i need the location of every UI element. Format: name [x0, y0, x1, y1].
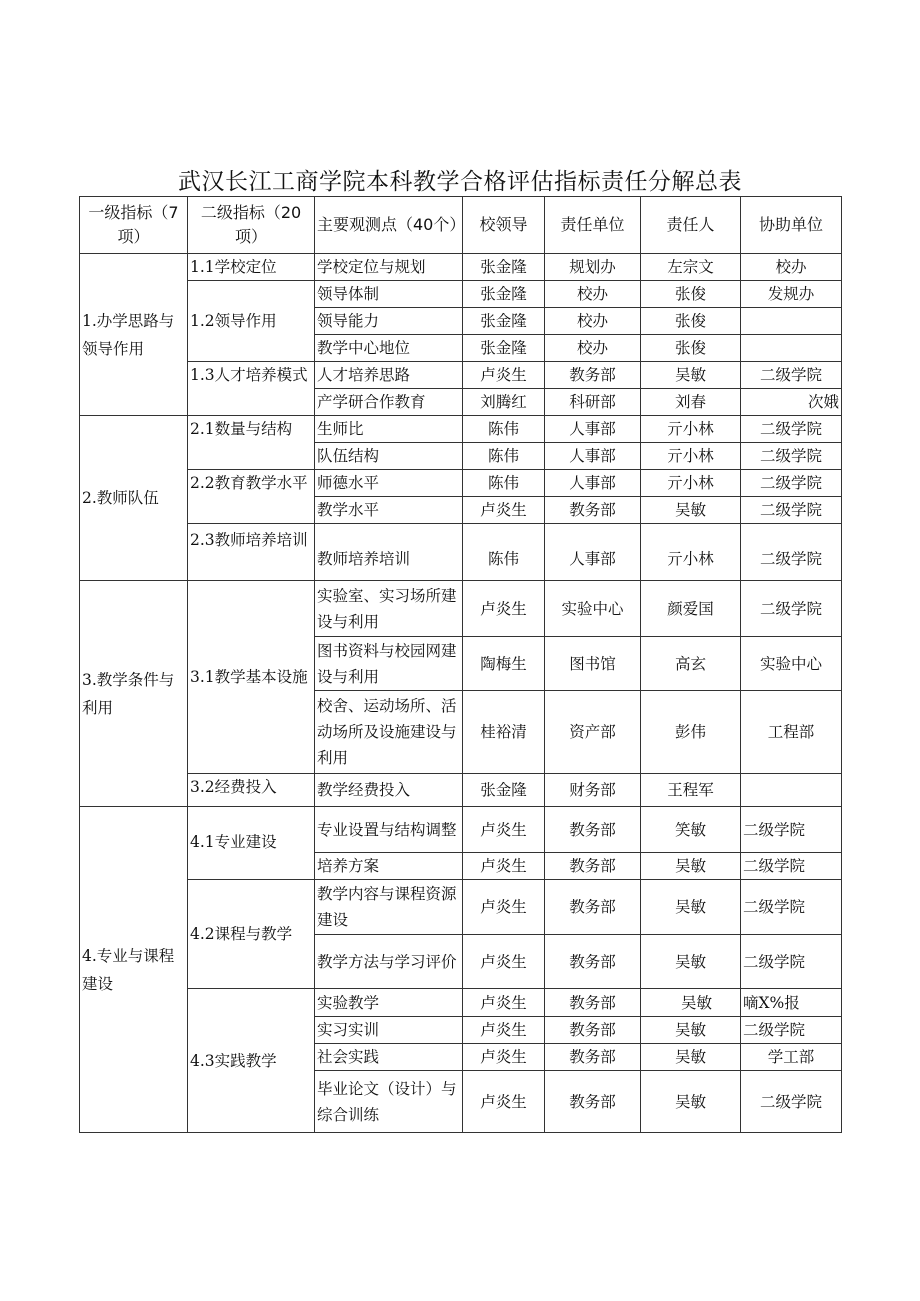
leader-cell: 张金隆 — [463, 335, 545, 362]
unit-cell: 规划办 — [545, 254, 641, 281]
leader-cell: 张金隆 — [463, 254, 545, 281]
assist-cell — [741, 774, 842, 807]
assist-cell: 嘀X%报 — [741, 989, 842, 1017]
leader-cell: 陈伟 — [463, 443, 545, 470]
person-cell: 张俊 — [641, 281, 741, 308]
assist-cell: 二级学院 — [741, 1017, 842, 1044]
unit-cell: 人事部 — [545, 443, 641, 470]
table-row — [80, 281, 842, 308]
point-cell: 毕业论文（设计）与综合训练 — [315, 1071, 463, 1133]
unit-cell: 校办 — [545, 335, 641, 362]
unit-cell: 实验中心 — [545, 581, 641, 637]
assist-cell: 二级学院 — [741, 524, 842, 581]
person-cell: 张俊 — [641, 335, 741, 362]
person-cell: 王程军 — [641, 774, 741, 807]
leader-cell: 卢炎生 — [463, 1071, 545, 1133]
leader-cell: 刘腾红 — [463, 389, 545, 416]
assist-cell: 工程部 — [741, 691, 842, 774]
leader-cell: 卢炎生 — [463, 935, 545, 989]
person-cell: 吴敏 — [641, 880, 741, 935]
level2-cell: 4.1专业建设 — [188, 807, 315, 880]
assist-cell: 二级学院 — [741, 880, 842, 935]
assist-cell: 二级学院 — [741, 497, 842, 524]
leader-cell: 陶梅生 — [463, 637, 545, 691]
point-cell: 师德水平 — [315, 470, 463, 497]
leader-cell: 卢炎生 — [463, 989, 545, 1017]
point-cell: 教学经费投入 — [315, 774, 463, 807]
assist-cell: 二级学院 — [741, 581, 842, 637]
point-cell: 教学内容与课程资源建设 — [315, 880, 463, 935]
leader-cell: 卢炎生 — [463, 853, 545, 880]
page-title: 武汉长江工商学院本科教学合格评估指标责任分解总表 — [178, 169, 742, 195]
header-person: 责任人 — [641, 197, 741, 254]
level1-cell: 2.教师队伍 — [80, 416, 188, 581]
assist-cell: 二级学院 — [741, 853, 842, 880]
unit-cell: 教务部 — [545, 807, 641, 853]
header-leader: 校领导 — [463, 197, 545, 254]
point-cell: 图书资料与校园网建设与利用 — [315, 637, 463, 691]
point-cell: 产学研合作教育 — [315, 389, 463, 416]
person-cell: 彭伟 — [641, 691, 741, 774]
assist-cell: 校办 — [741, 254, 842, 281]
point-cell: 教学水平 — [315, 497, 463, 524]
point-cell: 教学方法与学习评价 — [315, 935, 463, 989]
point-cell: 实习实训 — [315, 1017, 463, 1044]
leader-cell: 张金隆 — [463, 308, 545, 335]
level2-cell: 3.1教学基本设施 — [188, 581, 315, 774]
point-cell: 生师比 — [315, 416, 463, 443]
point-cell: 实验教学 — [315, 989, 463, 1017]
point-cell: 专业设置与结构调整 — [315, 807, 463, 853]
header-row — [80, 197, 842, 254]
leader-cell: 卢炎生 — [463, 1017, 545, 1044]
level1-cell: 4.专业与课程建设 — [80, 807, 188, 1133]
point-cell: 教师培养培训 — [315, 524, 463, 581]
unit-cell: 教务部 — [545, 497, 641, 524]
person-cell: 笑敏 — [641, 807, 741, 853]
table-row — [80, 989, 842, 1017]
level2-cell: 3.2经费投入 — [188, 774, 315, 807]
assist-cell: 二级学院 — [741, 1071, 842, 1133]
person-cell: 左宗文 — [641, 254, 741, 281]
unit-cell: 人事部 — [545, 470, 641, 497]
table-row — [80, 774, 842, 807]
person-cell: 吴敏 — [641, 362, 741, 389]
point-cell: 队伍结构 — [315, 443, 463, 470]
leader-cell: 桂裕清 — [463, 691, 545, 774]
person-cell: 吴敏 — [641, 1044, 741, 1071]
table-row — [80, 581, 842, 637]
table-row — [80, 807, 842, 853]
unit-cell: 校办 — [545, 281, 641, 308]
leader-cell: 卢炎生 — [463, 581, 545, 637]
point-cell: 社会实践 — [315, 1044, 463, 1071]
unit-cell: 教务部 — [545, 989, 641, 1017]
person-cell: 张俊 — [641, 308, 741, 335]
assist-cell: 二级学院 — [741, 362, 842, 389]
point-cell: 教学中心地位 — [315, 335, 463, 362]
table-row — [80, 470, 842, 497]
header-points: 主要观测点（40个） — [315, 197, 463, 254]
level2-cell: 1.3人才培养模式 — [188, 362, 315, 416]
person-cell: 亓小林 — [641, 524, 741, 581]
point-cell: 实验室、实习场所建设与利用 — [315, 581, 463, 637]
unit-cell: 教务部 — [545, 935, 641, 989]
unit-cell: 教务部 — [545, 1071, 641, 1133]
leader-cell: 张金隆 — [463, 774, 545, 807]
person-cell: 刘春 — [641, 389, 741, 416]
unit-cell: 教务部 — [545, 362, 641, 389]
unit-cell: 资产部 — [545, 691, 641, 774]
table-row — [80, 362, 842, 389]
unit-cell: 科研部 — [545, 389, 641, 416]
table-row — [80, 880, 842, 935]
point-cell: 人才培养思路 — [315, 362, 463, 389]
level2-cell: 4.2课程与教学 — [188, 880, 315, 989]
unit-cell: 图书馆 — [545, 637, 641, 691]
person-cell: 吴敏 — [641, 935, 741, 989]
leader-cell: 张金隆 — [463, 281, 545, 308]
person-cell: 吴敏 — [641, 989, 741, 1017]
header-level2: 二级指标（20项） — [188, 197, 315, 254]
person-cell: 亓小林 — [641, 416, 741, 443]
leader-cell: 陈伟 — [463, 524, 545, 581]
level1-cell: 3.教学条件与利用 — [80, 581, 188, 807]
responsibility-table — [79, 196, 842, 1133]
person-cell: 吴敏 — [641, 1071, 741, 1133]
level2-cell: 1.1学校定位 — [188, 254, 315, 281]
level2-cell: 1.2领导作用 — [188, 281, 315, 362]
assist-cell: 二级学院 — [741, 470, 842, 497]
unit-cell: 教务部 — [545, 880, 641, 935]
unit-cell: 教务部 — [545, 1017, 641, 1044]
table-row — [80, 524, 842, 581]
leader-cell: 卢炎生 — [463, 807, 545, 853]
assist-cell: 次娥 — [741, 389, 842, 416]
level2-cell: 2.1数量与结构 — [188, 416, 315, 470]
level2-cell: 2.2教育教学水平 — [188, 470, 315, 524]
level2-cell: 4.3实践教学 — [188, 989, 315, 1133]
person-cell: 吴敏 — [641, 853, 741, 880]
header-unit: 责任单位 — [545, 197, 641, 254]
assist-cell: 二级学院 — [741, 443, 842, 470]
assist-cell — [741, 308, 842, 335]
leader-cell: 卢炎生 — [463, 497, 545, 524]
header-assist: 协助单位 — [741, 197, 842, 254]
leader-cell: 卢炎生 — [463, 1044, 545, 1071]
level1-cell: 1.办学思路与领导作用 — [80, 254, 188, 416]
assist-cell: 实验中心 — [741, 637, 842, 691]
unit-cell: 人事部 — [545, 416, 641, 443]
assist-cell — [741, 335, 842, 362]
point-cell: 领导体制 — [315, 281, 463, 308]
leader-cell: 卢炎生 — [463, 880, 545, 935]
unit-cell: 教务部 — [545, 1044, 641, 1071]
assist-cell: 学工部 — [741, 1044, 842, 1071]
leader-cell: 陈伟 — [463, 470, 545, 497]
unit-cell: 财务部 — [545, 774, 641, 807]
header-level1: 一级指标（7项） — [80, 197, 188, 254]
person-cell: 吴敏 — [641, 497, 741, 524]
point-cell: 校舍、运动场所、活动场所及设施建设与利用 — [315, 691, 463, 774]
person-cell: 高玄 — [641, 637, 741, 691]
leader-cell: 陈伟 — [463, 416, 545, 443]
leader-cell: 卢炎生 — [463, 362, 545, 389]
unit-cell: 教务部 — [545, 853, 641, 880]
assist-cell: 发规办 — [741, 281, 842, 308]
point-cell: 学校定位与规划 — [315, 254, 463, 281]
level2-cell: 2.3教师培养培训 — [188, 524, 315, 581]
point-cell: 培养方案 — [315, 853, 463, 880]
person-cell: 亓小林 — [641, 470, 741, 497]
unit-cell: 校办 — [545, 308, 641, 335]
table-row — [80, 416, 842, 443]
person-cell: 颜爱国 — [641, 581, 741, 637]
assist-cell: 二级学院 — [741, 416, 842, 443]
person-cell: 吴敏 — [641, 1017, 741, 1044]
unit-cell: 人事部 — [545, 524, 641, 581]
assist-cell: 二级学院 — [741, 807, 842, 853]
point-cell: 领导能力 — [315, 308, 463, 335]
person-cell: 亓小林 — [641, 443, 741, 470]
table-row — [80, 254, 842, 281]
assist-cell: 二级学院 — [741, 935, 842, 989]
